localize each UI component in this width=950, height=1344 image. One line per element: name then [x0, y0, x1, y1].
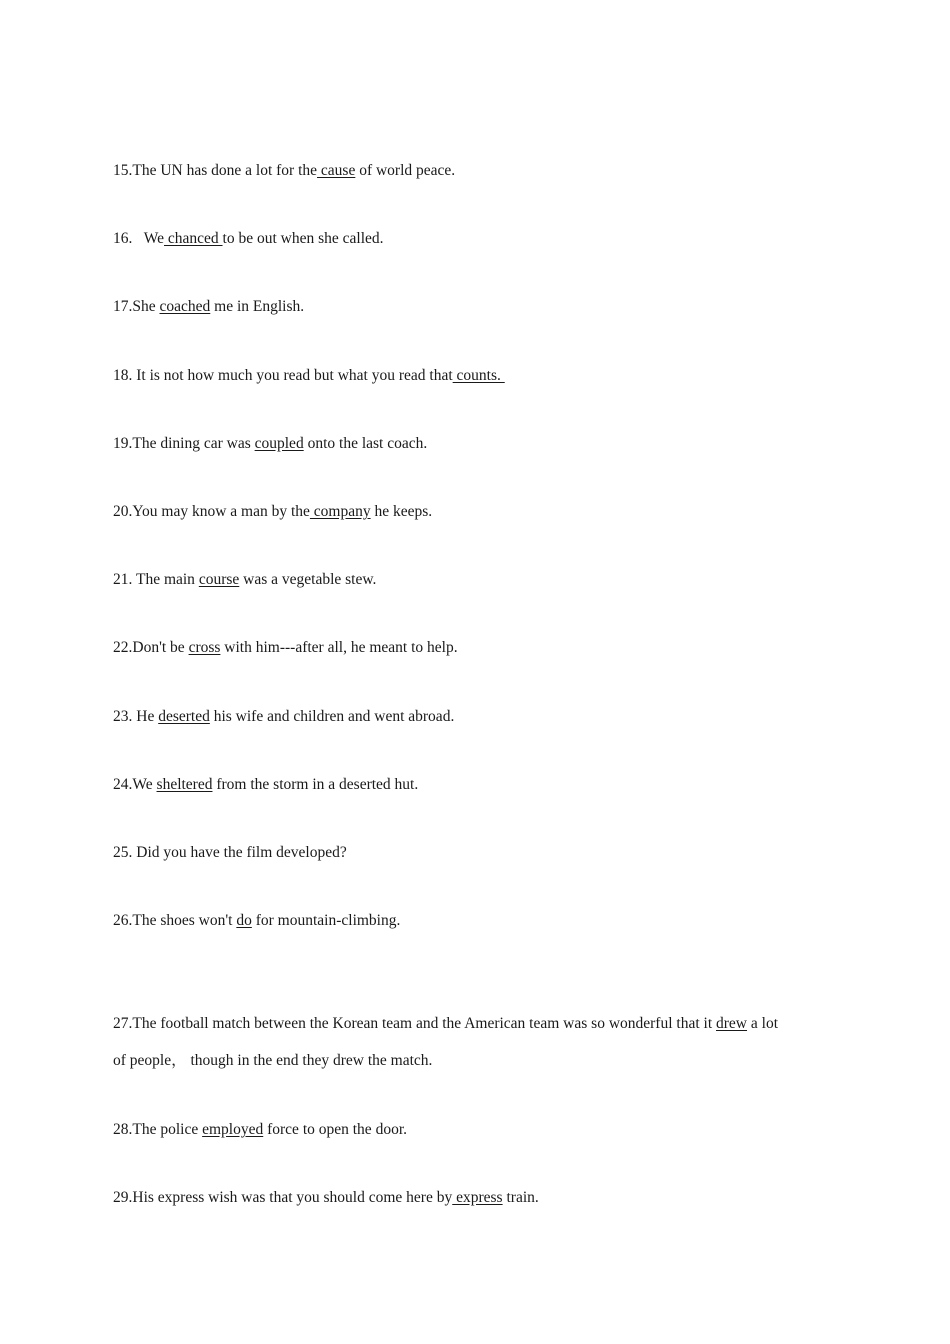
sentence-text: of world peace. — [355, 162, 456, 179]
sentence-19 — [113, 434, 427, 454]
sentence-22 — [113, 638, 458, 658]
sentence-text: with him---after all, he meant to help. — [220, 639, 458, 656]
underlined-word: cross — [188, 639, 221, 656]
sentence-text: 22.Don't be — [113, 639, 189, 656]
sentence-17 — [113, 297, 304, 317]
sentence-text: 29.His express wish was that you should come here by — [113, 1189, 453, 1206]
sentence-20 — [113, 502, 432, 522]
sentence-text: 28.The police — [113, 1121, 203, 1138]
underlined-word: coupled — [254, 435, 304, 452]
sentence-text: his wife and children and went abroad. — [209, 708, 455, 725]
sentence-text: 25. Did you have the film developed? — [113, 844, 347, 861]
sentence-27 — [113, 1014, 778, 1034]
sentence-28 — [113, 1120, 407, 1140]
sentence-text: 17.She — [113, 298, 160, 315]
sentence-16 — [113, 229, 384, 249]
sentence-26 — [113, 911, 400, 931]
sentence-18 — [113, 366, 505, 386]
sentence-text: onto the last coach. — [303, 435, 428, 452]
underlined-word: drew — [716, 1015, 748, 1032]
underlined-word: company — [309, 503, 371, 520]
sentence-text: of people， though in the end they drew the match. — [113, 1052, 433, 1069]
sentence-25 — [113, 843, 347, 863]
sentence-24 — [113, 775, 418, 795]
sentence-text: 16. We — [113, 230, 164, 247]
underlined-word: cause — [317, 162, 356, 179]
sentence-23 — [113, 707, 454, 727]
sentence-text: force to open the door. — [263, 1121, 407, 1138]
sentence-text: me in English. — [210, 298, 305, 315]
sentence-21 — [113, 570, 376, 590]
underlined-word: deserted — [158, 708, 210, 725]
sentence-text: 27.The football match between the Korean team and the American team was so wonderful that it — [113, 1015, 717, 1032]
sentence-text: 18. It is not how much you read but what you read that — [113, 367, 453, 384]
underlined-word: counts. — [452, 367, 505, 384]
sentence-27-continued — [113, 1051, 432, 1071]
underlined-word: sheltered — [156, 776, 213, 793]
sentence-text: 15.The UN has done a lot for the — [113, 162, 318, 179]
underlined-word: employed — [202, 1121, 264, 1138]
sentence-text: 26.The shoes won't — [113, 912, 237, 929]
sentence-text: from the storm in a deserted hut. — [212, 776, 419, 793]
sentence-text: was a vegetable stew. — [239, 571, 377, 588]
sentence-text: 20.You may know a man by the — [113, 503, 310, 520]
underlined-word: coached — [159, 298, 211, 315]
sentence-text: train. — [502, 1189, 539, 1206]
sentence-text: 23. He — [113, 708, 159, 725]
underlined-word: chanced — [164, 230, 223, 247]
sentence-text: he keeps. — [370, 503, 433, 520]
sentence-15 — [113, 161, 455, 181]
sentence-text: to be out when she called. — [222, 230, 384, 247]
underlined-word: course — [198, 571, 240, 588]
sentence-29 — [113, 1188, 539, 1208]
underlined-word: express — [452, 1189, 503, 1206]
sentence-text: 21. The main — [113, 571, 199, 588]
sentence-text: 19.The dining car was — [113, 435, 255, 452]
sentence-text: for mountain-climbing. — [251, 912, 401, 929]
underlined-word: do — [236, 912, 252, 929]
sentence-text: a lot — [747, 1015, 779, 1032]
sentence-text: 24.We — [113, 776, 157, 793]
